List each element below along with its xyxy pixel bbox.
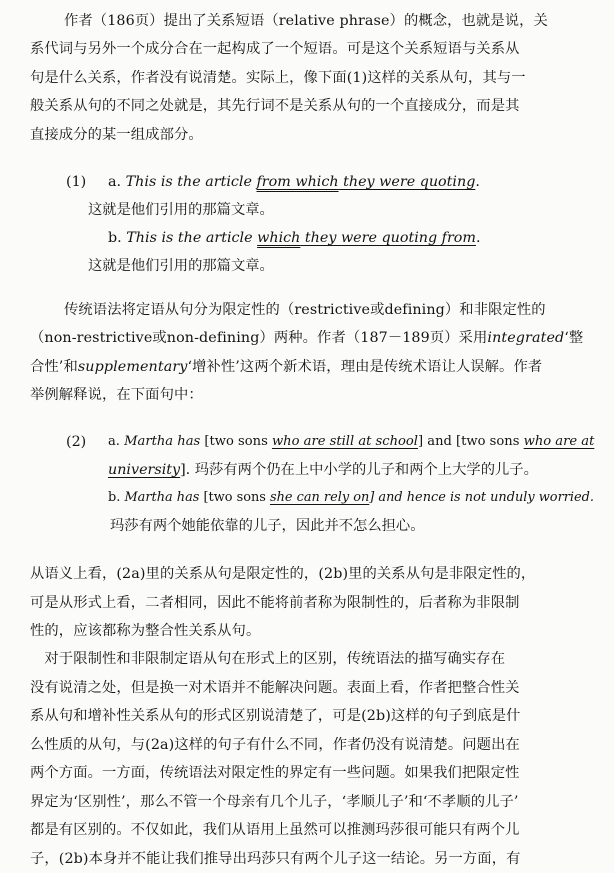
relative-clause-rest: they were quoting <box>339 174 476 190</box>
term-supplementary: supplementary <box>78 359 188 375</box>
example-label: b. <box>108 230 122 246</box>
text-line: 性的，应该都称为整合性关系从句。 <box>30 617 586 646</box>
example-number: (1) <box>66 174 86 190</box>
text-line: 两个方面。一方面，传统语法对限定性的界定有一些问题。如果我们把限定性 <box>30 759 586 788</box>
text-line: 从语义上看，(2a)里的关系从句是限定性的，(2b)里的关系从句是非限定性的， <box>30 560 586 589</box>
example-2a-cont: university]. 玛莎有两个仍在上中小学的儿子和两个上大学的儿子。 <box>108 456 538 484</box>
relative-phrase: from which <box>257 174 339 190</box>
term-integrated: integrated <box>487 330 564 346</box>
text-line: 般关系从句的不同之处就是，其先行词不是关系从句的一个直接成分，而是其 <box>30 92 586 121</box>
example-label: b. <box>108 490 120 505</box>
paragraph-analysis <box>30 645 586 873</box>
example-2 <box>66 428 86 456</box>
example-2b-translation <box>110 512 425 540</box>
example-label: a. <box>108 174 121 190</box>
text-line: 系代词与另外一个成分合在一起构成了一个短语。可是这个关系短语与关系从 <box>30 35 586 64</box>
text-line: 可是从形式上看，二者相同，因此不能将前者称为限制性的，后者称为非限制 <box>30 589 586 618</box>
text-line: 界定为‘区别性’，那么不管一个母亲有几个儿子，‘孝顺儿子’和‘不孝顺的儿子’ <box>30 788 586 817</box>
example-label: a. <box>108 434 120 449</box>
translation: 玛莎有两个她能依靠的儿子，因此并不怎么担心。 <box>110 518 425 534</box>
text-line: 对于限制性和非限制定语从句在形式上的区别，传统语法的描写确实存在 <box>30 645 586 674</box>
paragraph-traditional-grammar <box>64 296 584 325</box>
text-line: 没有说清之处，但是换一对术语并不能解决问题。表面上看，作者把整合性关 <box>30 674 586 703</box>
text-line: 传统语法将定语从句分为限定性的（restrictive或defining）和非限定性的 <box>64 296 584 325</box>
relative-phrase: which <box>257 230 300 246</box>
text-line: 直接成分的某一组成部分。 <box>30 121 586 150</box>
example-number: (2) <box>66 434 86 450</box>
text-line: 合性’和supplementary‘增补性’这两个新术语，理由是传统术语让人误解。作者 <box>30 353 586 382</box>
text-line: 举例解释说，在下面句中： <box>30 381 586 410</box>
example-2a: a. Martha has [two sons who are still at school] and [two sons who are at <box>108 428 594 456</box>
example-sentence: Martha has <box>124 490 203 505</box>
paragraph-semantic-view <box>30 560 586 646</box>
paragraph-relative-phrase-cont <box>30 35 586 149</box>
example-1b-translation <box>88 252 274 280</box>
example-sentence: This is the article from which they were quoting <box>126 174 476 190</box>
example-sentence: This is the article which they were quoting from <box>126 230 476 246</box>
text-line: 都是有区别的。不仅如此，我们从语用上虽然可以推测玛莎很可能只有两个儿 <box>30 816 586 845</box>
text-line: 句是什么关系，作者没有说清楚。实际上，像下面(1)这样的关系从句，其与一 <box>30 64 586 93</box>
example-1a: a. This is the article from which they were quoting. <box>108 168 480 196</box>
text-line: 作者（186页）提出了关系短语（relative phrase）的概念，也就是说，关 <box>64 7 584 36</box>
translation: 这就是他们引用的那篇文章。 <box>88 202 274 218</box>
example-1a-translation <box>88 196 274 224</box>
example-sentence: Martha has <box>124 434 204 449</box>
paragraph-traditional-grammar-cont <box>30 324 586 410</box>
text-line: 系从句和增补性关系从句的形式区别说清楚了，可是(2b)这样的句子到底是什 <box>30 702 586 731</box>
relative-clause-rest: they were quoting from <box>300 230 476 246</box>
text-line: （non-restrictive或non-defining）两种。作者（187－189页）采用integrated‘整 <box>30 324 586 353</box>
example-1 <box>66 168 86 196</box>
text-line: 子，(2b)本身并不能让我们推导出玛莎只有两个儿子这一结论。另一方面，有 <box>30 845 586 873</box>
translation: 玛莎有两个仍在上中小学的儿子和两个上大学的儿子。 <box>190 462 538 478</box>
translation: 这就是他们引用的那篇文章。 <box>88 258 274 274</box>
paragraph-relative-phrase <box>64 7 584 36</box>
text-line: 么性质的从句，与(2a)这样的句子有什么不同，作者仍没有说清楚。问题出在 <box>30 731 586 760</box>
example-1b: b. This is the article which they were quoting from. <box>108 224 481 252</box>
example-2b: b. Martha has [two sons she can rely on] and hence is not unduly worried. <box>108 484 594 512</box>
